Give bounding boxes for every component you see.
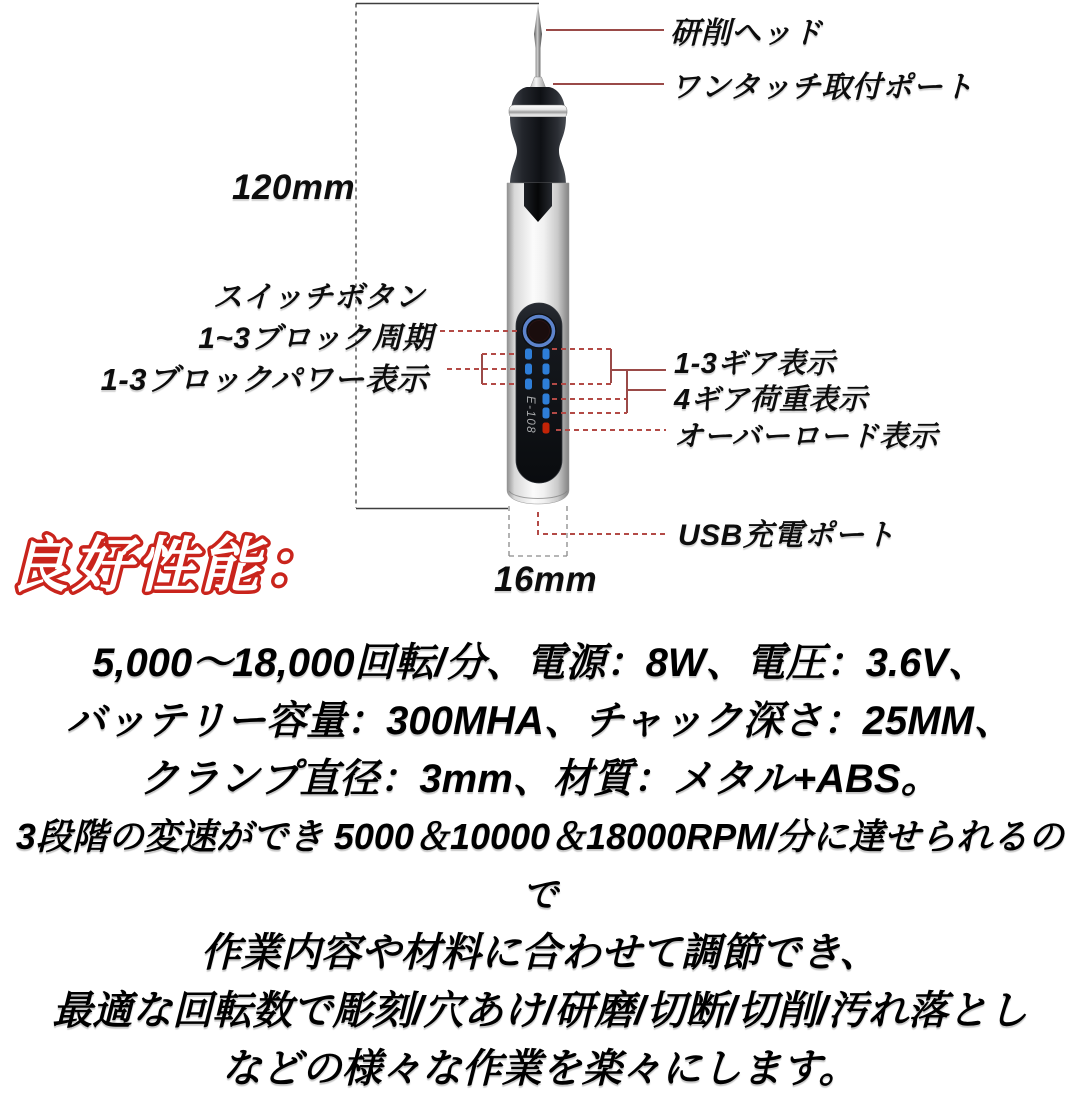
spec-paragraph (0, 634, 1080, 1098)
switch-button-label: スイッチボタン (212, 281, 425, 314)
usb-port-label: USB充電ポート (678, 519, 896, 552)
length-label: 120mm (232, 168, 356, 207)
spec-line-7: などの様々な作業を楽々にします。 (221, 1047, 859, 1091)
gear-load-label: 4ギア荷重表示 (674, 384, 868, 416)
diameter-label: 16mm (494, 560, 598, 599)
rubber-grip (510, 117, 566, 185)
grinding-bit (534, 4, 542, 78)
overload-label: オーバーロード表示 (674, 421, 939, 453)
model-number-label: E-108 (524, 396, 536, 435)
switch-button-center (529, 321, 550, 342)
performance-heading (2, 514, 362, 614)
chrome-ring (509, 105, 567, 118)
usb-port-line (538, 512, 666, 534)
one-touch-port-label: ワンタッチ取付ポート (670, 71, 974, 104)
spec-line-4: 3段階の変速ができ 5000＆10000＆18000RPM/分に達せられるので (15, 816, 1065, 915)
performance-heading-text: 良好性能： (8, 532, 328, 599)
spec-line-3: クランプ直径：3mm、材質：メタル+ABS。 (139, 757, 941, 801)
power-led-column (525, 349, 532, 390)
block-power-label: 1-3ブロックパワー表示 (100, 362, 428, 397)
spec-line-2: バッテリー容量：300MHA、チャック深さ：25MM、 (66, 699, 1014, 743)
grinding-head-label: 研削ヘッド (670, 17, 823, 50)
spec-line-1: 5,000～18,000回転/分、電源：8W、電圧：3.6V、 (92, 641, 988, 685)
overload-led (543, 423, 550, 434)
spec-line-5: 作業内容や材料に合わせて調節でき、 (200, 931, 880, 975)
gear-display-label: 1-3ギア表示 (674, 348, 836, 380)
block-cycle-label: 1~3ブロック周期 (198, 322, 433, 355)
gear-led-column (543, 349, 550, 419)
spec-line-6: 最適な回転数で彫刻/穴あけ/研磨/切断/切削/汚れ落とし (52, 989, 1028, 1033)
